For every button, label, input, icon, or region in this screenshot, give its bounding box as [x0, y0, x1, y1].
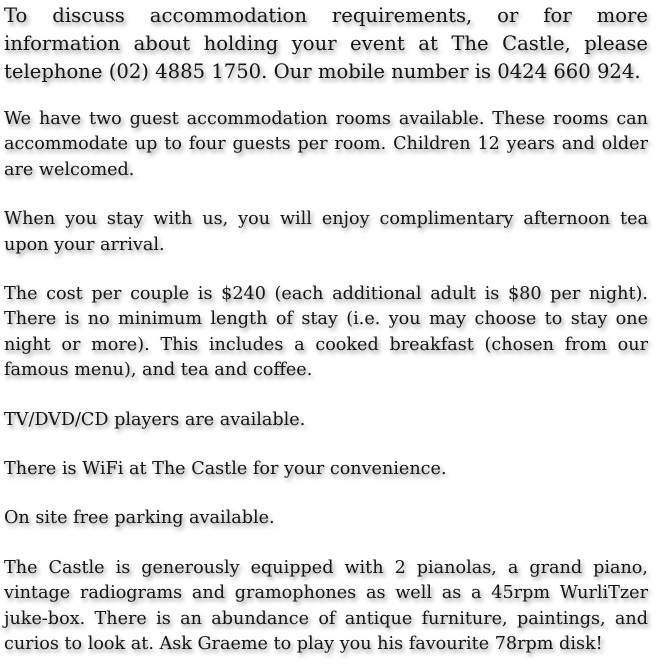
contact-paragraph: To discuss accommodation requirements, or for more information about holding your event at The Castle, please telephone (02) 4885 1750. Our mobile number is 0424 660 924.: [4, 4, 648, 83]
rooms-paragraph: We have two guest accommodation rooms available. These rooms can accommodate up to four guests per room. Children 12 years and older are welcomed.: [4, 109, 648, 180]
tv-dvd-paragraph: TV/DVD/CD players are available.: [4, 409, 306, 430]
parking-paragraph: On site free parking available.: [4, 508, 275, 529]
afternoon-tea-paragraph: When you stay with us, you will enjoy complimentary afternoon tea upon your arrival.: [4, 209, 648, 255]
amenities-paragraph: The Castle is generously equipped with 2 pianolas, a grand piano, vintage radiograms and gramophones as well as a 45rpm WurliTzer juke-box. There is an abundance of antique furniture, paintings, and curios to look at. Ask Graeme to play you his favourite 78rpm disk!: [4, 557, 648, 655]
cost-paragraph: The cost per couple is $240 (each additional adult is $80 per night). There is no minimum length of stay (i.e. you may choose to stay one night or more). This includes a cooked breakfast (chosen from our famous menu), and tea and coffee.: [4, 284, 648, 381]
wifi-paragraph: There is WiFi at The Castle for your convenience.: [4, 459, 447, 480]
